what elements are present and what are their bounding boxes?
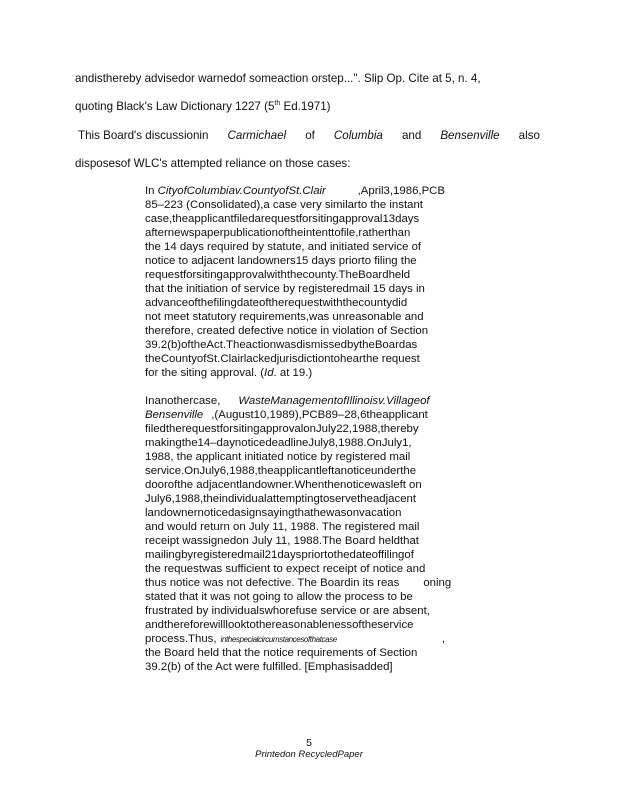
quote-line xyxy=(145,394,445,408)
case-name: Columbia xyxy=(333,129,383,142)
quote-line: 39.2(b) of the Act were fulfilled. [Emphasisadded] xyxy=(145,661,393,673)
text-line xyxy=(75,100,331,114)
text-segment: ,April3,1986,PCB xyxy=(357,185,445,197)
quote-line: advanceofthefilingdateoftherequestwiththecountydid xyxy=(145,297,408,309)
case-name: WasteManagementofIllinoisv.Villageof xyxy=(238,395,430,407)
quote-line: afternewspaperpublicationoftheintenttofile,ratherthan xyxy=(145,227,411,239)
quote-line: therefore, created defective notice in violation of Section xyxy=(145,325,429,337)
quote-line: the Board held that the notice requirements of Section xyxy=(145,647,418,659)
text-segment: thus notice was not defective. The Boardin its reas xyxy=(145,577,400,589)
quote-line xyxy=(145,408,445,422)
quote-line: 1988, the applicant initiated notice by registered mail xyxy=(145,451,411,463)
quote-line: the requestwas sufficient to expect receipt of notice and xyxy=(145,563,426,575)
footer-note: Printedon RecycledPaper xyxy=(255,749,363,760)
quote-line: service.OnJuly6,1988,theapplicantleftanoticeunderthe xyxy=(145,465,417,477)
quote-line: receipt wassignedon July 11, 1988.The Board heldthat xyxy=(145,535,419,547)
quote-line xyxy=(145,184,445,198)
case-name: CityofColumbiav.CountyofSt.Clair xyxy=(157,185,326,197)
text-segment: for the siting approval. ( xyxy=(145,367,265,379)
emphasized-text: inthespecialcircumstancesofthatcase xyxy=(220,635,337,644)
superscript: th xyxy=(274,100,281,108)
citation-text: Ed.1971) xyxy=(280,100,331,113)
quote-line: that the initiation of service by registeredmail 15 days in xyxy=(145,283,425,295)
text-line xyxy=(78,129,540,143)
quote-line: filedtherequestforsitingapprovalonJuly22,1988,thereby xyxy=(145,423,419,435)
quote-line: requestforsitingapprovalwiththecounty.TheBoardheld xyxy=(145,269,411,281)
quote-line: 85–223 (Consolidated),a case very similarto the instant xyxy=(145,199,423,211)
quote-line xyxy=(145,576,475,590)
quote-line: not meet statutory requirements,was unreasonable and xyxy=(145,311,424,323)
text-segment: This Board's discussionin xyxy=(78,129,209,142)
text-segment: process.Thus, xyxy=(145,633,217,645)
quote-line: frustrated by individualswhorefuse service or are absent, xyxy=(145,605,430,617)
quote-line: 39.2(b)oftheAct.TheactionwasdismissedbytheBoardas xyxy=(145,339,418,351)
quote-line: the 14 days required by statute, and initiated service of xyxy=(145,241,422,253)
text-segment: also xyxy=(518,129,540,142)
text-segment: and xyxy=(401,129,422,142)
text-segment: , xyxy=(441,633,445,645)
text-segment: ,(August10,1989),PCB89–28,6theapplicant xyxy=(211,409,428,421)
citation-id: Id xyxy=(264,367,274,379)
text-segment xyxy=(145,632,337,647)
case-name: Carmichael xyxy=(227,129,287,142)
quote-line: mailingbyregisteredmail21dayspriortothedateoffilingof xyxy=(145,549,414,561)
page-number: 5 xyxy=(306,737,312,749)
case-name: Bensenville xyxy=(440,129,500,142)
quote-line: theCountyofSt.Clairlackedjurisdictiontohearthe request xyxy=(145,353,420,365)
quote-line xyxy=(145,366,445,380)
quote-line: landownernoticedasignsayingthathewasonvacation xyxy=(145,507,402,519)
quote-line: doorofthe adjacentlandowner.Whenthenoticewasleft on xyxy=(145,479,422,491)
citation-text: quoting Black's Law Dictionary 1227 (5 xyxy=(75,100,275,113)
text-segment xyxy=(145,184,326,198)
text-segment: oning xyxy=(423,577,452,589)
quote-line: case,theapplicantfiledarequestforsitingapproval13days xyxy=(145,213,420,225)
quote-line xyxy=(145,632,445,647)
text-segment: . at 19.) xyxy=(273,367,313,379)
quote-line: and would return on July 11, 1988. The registered mail xyxy=(145,521,420,533)
quote-line: stated that it was not going to allow the process to be xyxy=(145,591,413,603)
text-line: andisthereby advisedor warnedof someaction orstep...". Slip Op. Cite at 5, n. 4, xyxy=(75,72,481,85)
quote-line: makingthe14–daynoticedeadlineJuly8,1988.OnJuly1, xyxy=(145,437,412,449)
text-segment: Inanothercase, xyxy=(145,395,221,407)
quote-line: andthereforewilllooktothereasonablenessoftheservice xyxy=(145,619,414,631)
case-name: Bensenville xyxy=(145,409,204,421)
text-segment: of xyxy=(305,129,315,142)
quote-line: July6,1988,theindividualattemptingtoservetheadjacent xyxy=(145,493,417,505)
text-segment: In xyxy=(145,185,158,197)
quote-line: notice to adjacent landowners15 days priorto filing the xyxy=(145,255,417,267)
text-line: disposesof WLC's attempted reliance on those cases: xyxy=(75,157,351,170)
